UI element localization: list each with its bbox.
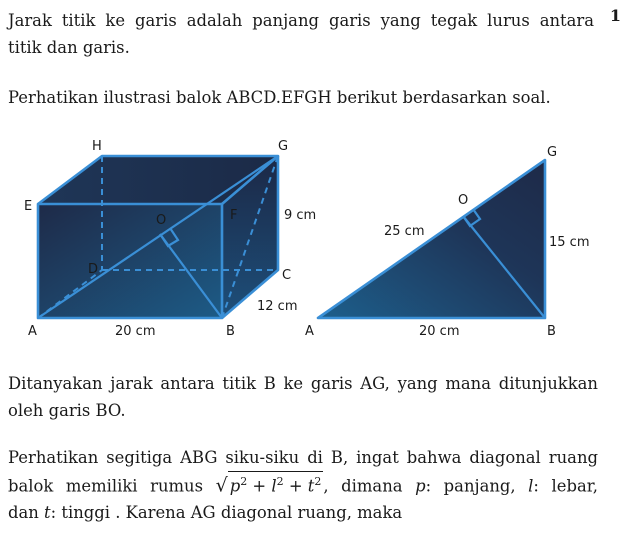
intro-paragraph: [8, 7, 594, 61]
intro-line-2: titik dan garis.: [8, 38, 130, 57]
tri-base: 20 cm: [419, 324, 460, 339]
intro-line-1: Jarak titik ke garis adalah panjang garis yang tegak lurus antara: [8, 11, 594, 30]
label-C: C: [282, 268, 292, 283]
label-H: H: [92, 139, 102, 154]
label-G: G: [278, 139, 289, 154]
page-number: 1: [609, 6, 621, 25]
label-B: B: [226, 324, 235, 339]
dim-length: 20 cm: [115, 324, 156, 339]
tri-label-B: B: [547, 324, 556, 339]
explanation-line-1: Perhatikan segitiga ABG siku-siku di B, ingat bahwa diagonal ruang: [8, 448, 598, 467]
tri-label-O: O: [458, 193, 469, 208]
figures: [0, 125, 630, 350]
label-O: O: [156, 213, 167, 228]
explanation-line-3: dan t: tinggi . Karena AG diagonal ruang, maka: [8, 503, 403, 523]
cuboid-front-face: [38, 204, 222, 318]
label-A: A: [28, 324, 37, 339]
tri-height: 15 cm: [549, 235, 590, 250]
triangle-figure: [305, 145, 590, 339]
formula-sqrt: √ $p^2 + l^2 + t^2$: [216, 471, 324, 499]
tri-label-A: A: [305, 324, 314, 339]
cuboid-figure: [24, 139, 316, 339]
dim-width: 12 cm: [257, 299, 298, 314]
triangle-ABG: [318, 160, 545, 318]
instruction-text: Perhatikan ilustrasi balok ABCD.EFGH berikut berdasarkan soal.: [8, 88, 551, 107]
explanation-paragraph: [8, 444, 598, 526]
question-line-1: Ditanyakan jarak antara titik B ke garis AG, yang mana ditunjukkan: [8, 374, 598, 393]
tri-hypotenuse: 25 cm: [384, 224, 425, 239]
label-D: D: [88, 262, 99, 277]
question-line-2: oleh garis BO.: [8, 401, 126, 420]
question-paragraph: [8, 370, 598, 424]
label-F: F: [230, 208, 238, 223]
label-E: E: [24, 199, 33, 214]
tri-label-G: G: [547, 145, 558, 160]
dim-height: 9 cm: [284, 208, 317, 223]
explanation-line-2: balok memiliki rumus √ $p^2 + l^2 + t^2$ , dimana p: panjang, l: lebar,: [8, 471, 598, 499]
